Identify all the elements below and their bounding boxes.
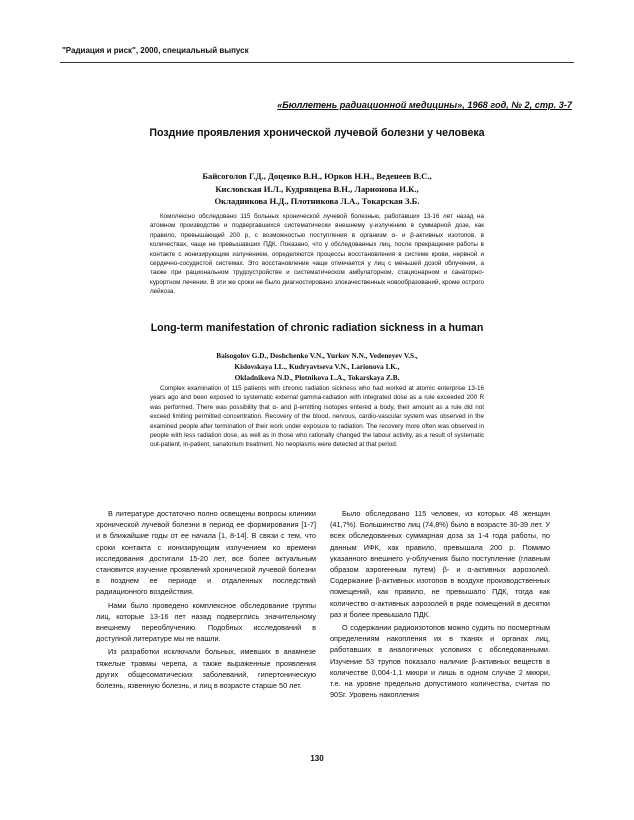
source-reference: «Бюллетень радиационной медицины», 1968 год, № 2, стр. 3-7 bbox=[277, 100, 572, 110]
paragraph: О содержании радиоизотопов можно судить по посмертным определениям накопления их в тканях и органах лиц, работавших в аналогичных условиях с обследованными. Изучение 53 трупов показало наличие β-активных веществ в количестве 0,004-1,1 мкюри и лишь в одном случае 2 мкюри, т.е. на уровне предельно допустимого количества, считая по 90Sr. Уровень накопления bbox=[330, 623, 550, 700]
page-number: 130 bbox=[310, 754, 324, 763]
paragraph: Из разработки исключали больных, имевших в анамнезе тяжелые травмы черепа, а также выраженные проявления других общесоматических заболеваний, гипертоническую болезнь, язвенную болезнь, и лиц в возрасте старше 50 лет. bbox=[96, 647, 316, 691]
authors-russian bbox=[150, 170, 484, 208]
author-line: Baisogolov G.D., Doshchenko V.N., Yurkov N.N., Vedeneyev V.S., bbox=[216, 351, 418, 360]
author-line: Okladnikova N.D., Plotnikova L.A., Tokarskaya Z.B. bbox=[234, 373, 400, 382]
author-line: Байсоголов Г.Д., Доценко В.Н., Юрков Н.Н., Веденеев В.С., bbox=[202, 171, 432, 181]
body-column-left bbox=[96, 508, 316, 693]
author-line: Окладникова Н.Д., Плотникова Л.А., Токарская З.Б. bbox=[214, 196, 420, 207]
journal-header: "Радиация и риск", 2000, специальный выпуск bbox=[62, 46, 249, 55]
header-divider bbox=[60, 62, 574, 63]
paragraph: Нами было проведено комплексное обследование группы лиц, которые 13-16 лет назад подверглись значительному внешнему переоблучению. Подобных исследований в доступной литературе мы не нашли. bbox=[96, 600, 316, 644]
author-line: Kislovskaya I.L., Kudryavtseva V.N., Larionova I.K., bbox=[234, 362, 400, 371]
title-english: Long-term manifestation of chronic radiation sickness in a human bbox=[150, 322, 484, 334]
authors-english bbox=[150, 350, 484, 383]
body-column-right bbox=[330, 508, 550, 702]
abstract-english: Complex examination of 115 patients with chronic radiation sickness who had worked at atomic enterprise 13-16 years ago and been exposed to systematic external gamma-radiation with integrated dose as a rule exceeded 200 R was performed. There was possibility that α- and β-emitting isotopes entered a body, their amount as a rule did not exceed limiting permitted concentration. Recovery of the blood, nervous, cardio-vascular system was observed in the examined people after termination of their work under exposure to radiation. The recovery more often was observed in people with less radiation dose, as well as in those who rationally changed the labour activity, as a result of systematic out-patient, in-patient, sanatorium treatment. No neoplasms were detected at that period. bbox=[150, 385, 484, 449]
author-line: Кисловская И.Л., Кудрявцева В.Н., Ларионова И.К., bbox=[215, 183, 419, 194]
paragraph: В литературе достаточно полно освещены вопросы клиники хронической лучевой болезни в период ее формирования [1-7] и в ближайшие годы от ее начала [1, 8-14]. В связи с тем, что сроки контакта с ионизирующим излучением ко времени исследования достигали 15-20 лет, все более актуальным становится изучение проявлений хронической лучевой болезни в позднем ее периоде и отдаленных последствий радиационного воздействия. bbox=[96, 509, 316, 597]
title-russian: Поздние проявления хронической лучевой болезни у человека bbox=[149, 127, 485, 139]
paragraph: Было обследовано 115 человек, из которых 48 женщин (41,7%). Большинство лиц (74,8%) было в возрасте 30-39 лет. У всех обследованных суммарная доза за 1-4 года работы, по данным ИФК, как правило, превышала 200 р. Помимо указанного внешнего γ-облучения было поступление (главным образом аэрогенным путем) β- и α-активных аэрозолей. Содержание β-активных изотопов в воздухе производственных помещений, как правило, не превышало ПДК, тогда как количество α-активных аэрозолей в ряде помещений в десятки раз и более превышало ПДК. bbox=[330, 509, 550, 619]
abstract-russian: Комплексно обследовано 115 больных хронической лучевой болезнью, работавших 13-16 лет назад на атомном производстве и подвергавшихся систематически внешнему γ-излучению в суммарной дозе, как правило, превышающей 200 р, с возможностью поступления в организм α- и β-активных изотопов, в количествах, чаще не превышавших ПДК. Показано, что у обследованных лиц, после прекращения работы в контакте с ионизирующим излучением, определяются процессы восстановления в системе крови, нервной и сердечно-сосудистой системах. Это восстановление чаще отмечается у лиц с меньшей дозой облучения, а также при рациональном трудоустройстве и систематическом амбулаторном, стационарном и санаторно-курортном лечении. В эти же сроки не было диагностировано злокачественных новообразований, кроме острого лейкоза. bbox=[150, 213, 484, 296]
